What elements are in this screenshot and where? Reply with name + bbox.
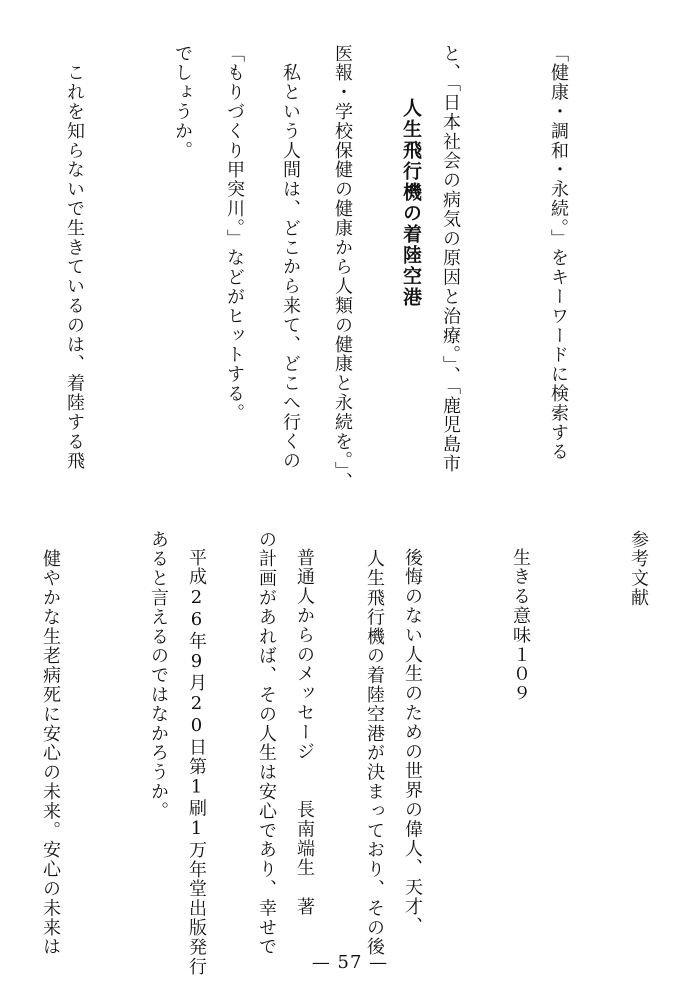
closing-paragraphs <box>0 530 464 957</box>
reference-line: 普通人からのメッセージ 長南端生 著 <box>294 548 315 917</box>
text-column: 人生飛行機の着陸空港が決まっており、その後 <box>364 530 385 957</box>
text-column: これを知らないで生きているのは、着陸する飛 <box>64 44 85 471</box>
text-column: と、「日本社会の病気の原因と治療。」、「鹿児島市 <box>440 44 461 474</box>
text-column: 医報・学校保健の健康から人類の健康と永続を。」、 <box>332 44 353 492</box>
text-column: の計画があれば、その人生は安心であり、幸せで <box>256 530 277 957</box>
reference-line: 平成26年9月20日第1刷1万年堂出版発行 <box>186 548 207 977</box>
page-number: — 57 — <box>311 952 389 973</box>
text-column: 私という人間は、どこから来て、どこへ行くの <box>280 44 301 471</box>
reference-line: 後悔のない人生のための世界の偉人、天才、 <box>402 548 423 936</box>
text-column: 健やかな生老病死に安心の未来。安心の未来は <box>40 530 61 957</box>
reference-line: 生きる意味１０９ <box>510 548 531 704</box>
text-column: でしょうか。 <box>172 44 193 161</box>
essay-paragraphs <box>0 44 380 492</box>
text-column: あると言えるのではなかろうか。 <box>148 530 169 821</box>
references-title: 参考文献 <box>628 530 649 608</box>
text-column: 「もりづくり甲突川。」などがヒットする。 <box>224 44 245 423</box>
section-heading: 人生飛行機の着陸空港 <box>400 98 422 308</box>
text-column: 「健康・調和・永続。」をキーワードに検索する <box>548 44 569 462</box>
